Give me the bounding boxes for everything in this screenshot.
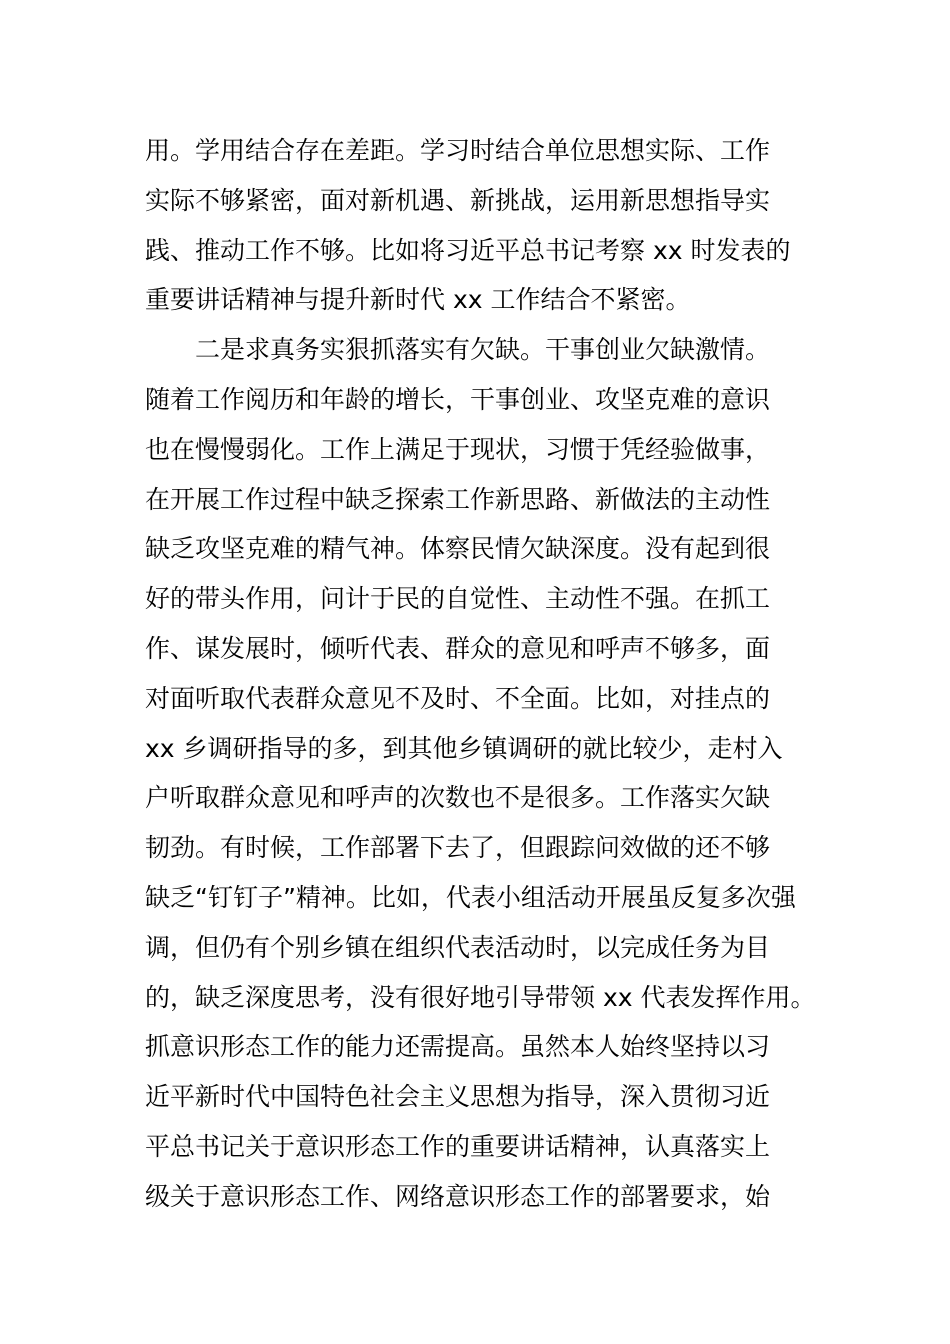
text-line: 实际不够紧密，面对新机遇、新挑战，运用新思想指导实 xyxy=(145,185,771,215)
text-line: 缺乏攻坚克难的精气神。体察民情欠缺深度。没有起到很 xyxy=(145,534,771,564)
text-line: 平总书记关于意识形态工作的重要讲话精神，认真落实上 xyxy=(145,1131,771,1161)
text-line: 级关于意识形态工作、网络意识形态工作的部署要求，始 xyxy=(145,1181,771,1211)
paragraph-start-line: 二是求真务实狠抓落实有欠缺。干事创业欠缺激情。 xyxy=(195,335,771,365)
text-line: 的，缺乏深度思考，没有很好地引导带领 xx 代表发挥作用。 xyxy=(145,982,816,1012)
text-line: 好的带头作用，问计于民的自觉性、主动性不强。在抓工 xyxy=(145,584,771,614)
text-line: 近平新时代中国特色社会主义思想为指导，深入贯彻习近 xyxy=(145,1082,771,1112)
text-line: 缺乏“钉钉子”精神。比如，代表小组活动开展虽反复多次强 xyxy=(145,882,796,912)
text-line: 在开展工作过程中缺乏探索工作新思路、新做法的主动性 xyxy=(145,484,771,514)
text-line: 也在慢慢弱化。工作上满足于现状，习惯于凭经验做事， xyxy=(145,434,771,464)
body-text xyxy=(145,126,815,1222)
text-line: xx 乡调研指导的多，到其他乡镇调研的就比较少，走村入 xyxy=(145,733,783,763)
text-line: 用。学用结合存在差距。学习时结合单位思想实际、工作 xyxy=(145,136,771,165)
text-line: 作、谋发展时，倾听代表、群众的意见和呼声不够多，面 xyxy=(145,633,771,663)
text-line: 调，但仍有个别乡镇在组织代表活动时，以完成任务为目 xyxy=(145,932,771,962)
text-line: 重要讲话精神与提升新时代 xx 工作结合不紧密。 xyxy=(145,285,691,315)
text-line: 随着工作阅历和年龄的增长，干事创业、攻坚克难的意识 xyxy=(145,384,771,414)
text-line: 韧劲。有时候，工作部署下去了，但跟踪问效做的还不够 xyxy=(145,833,771,863)
text-line: 抓意识形态工作的能力还需提高。虽然本人始终坚持以习 xyxy=(145,1032,771,1062)
text-line: 户听取群众意见和呼声的次数也不是很多。工作落实欠缺 xyxy=(145,783,771,813)
text-line: 对面听取代表群众意见不及时、不全面。比如，对挂点的 xyxy=(145,683,771,713)
text-line: 践、推动工作不够。比如将习近平总书记考察 xx 时发表的 xyxy=(145,235,791,265)
